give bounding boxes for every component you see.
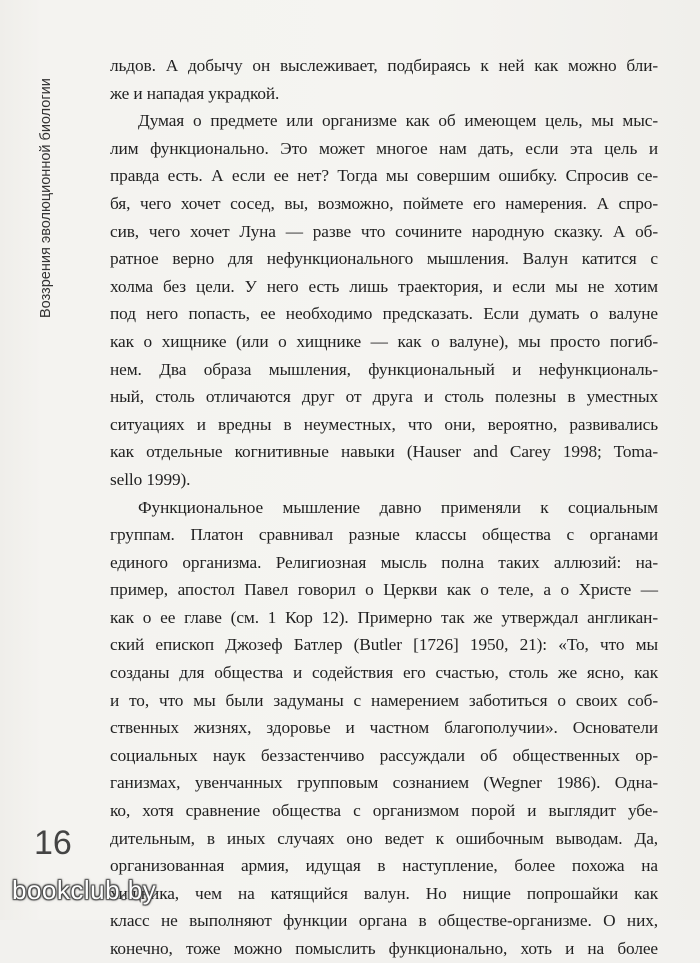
text-line: ский епископ Джозеф Батлер (Butler [1726] 1950, 21): «То, что мы [110,635,658,655]
text-line: Думая о предмете или организме как об имеющем цель, мы мыс- [138,111,658,131]
page-number: 16 [34,824,72,862]
text-line: как о хищнике (или о хищнике — как о валуне), мы просто погиб- [110,331,658,351]
text-line: ко, хотя сравнение общества с организмом порой и выглядит убе- [110,801,658,821]
text-line: как отдельные когнитивные навыки (Hauser and Carey 1998; Toma- [110,442,658,462]
text-line: ганизмах, увенчанных групповым сознанием (Wegner 1986). Одна- [110,773,658,793]
text-line: правда есть. А если ее нет? Тогда мы совершим ошибку. Спросив се- [110,166,658,186]
text-line: ственных жизнях, здоровье и частном благополучии». Основатели [110,718,658,738]
text-line: класс не выполняют функции органа в обществе-организме. О них, [110,911,658,931]
text-line: созданы для общества и содействия его счастью, столь же ясно, как [110,663,658,683]
text-line: хищника, чем на катящийся валун. Но нищие попрошайки как [110,883,658,903]
text-line: льдов. А добычу он выслеживает, подбираясь к ней как можно бли- [110,56,658,75]
text-line: конечно, тоже можно помыслить функционально, хоть и на более [110,939,658,958]
text-line: как о ее главе (см. 1 Кор 12). Примерно так же утверждал англикан- [110,607,658,627]
text-line: единого организма. Религиозная мысль полна таких аллюзий: на- [110,552,658,572]
text-line: группам. Платон сравнивал разные классы общества с органами [110,525,658,545]
text-line: нем. Два образа мышления, функциональный и нефункциональ- [110,359,658,379]
text-line: лим функционально. Это может многое нам дать, если эта цель и [110,138,658,158]
text-line: под него попасть, ее необходимо предсказать. Если думать о валуне [110,304,658,324]
text-line: же и нападая украдкой. [110,83,280,103]
text-line: Функциональное мышление давно применяли к социальным [138,497,658,517]
text-line: sello 1999). [110,469,191,489]
text-line: пример, апостол Павел говорил о Церкви как о теле, а о Христе — [110,580,658,600]
text-line: и то, что мы были задуманы с намерением заботиться о своих соб- [110,690,658,710]
text-line: холма без цели. У него есть лишь траектория, и если мы не хотим [110,276,658,296]
body-text [110,52,658,963]
text-line: социальных наук беззастенчиво рассуждали об общественных ор- [110,745,658,765]
text-line: сив, чего хочет Луна — разве что сочините народную сказку. А об- [110,221,658,241]
text-line: ный, столь отличаются друг от друга и столь полезны в уместных [110,387,658,407]
text-line: дительным, в иных случаях оно ведет к ошибочным выводам. Да, [110,828,658,848]
running-head: Воззрения эволюционной биологии [38,78,54,318]
text-line: ратное верно для нефункционального мышления. Валун катится с [110,249,658,269]
text-line: организованная армия, идущая в наступление, более похожа на [110,856,658,876]
watermark-logo: bookclub.by [12,875,157,905]
text-line: ситуациях и вредны в неуместных, что они, вероятно, развивались [110,414,658,434]
text-line: бя, чего хочет сосед, вы, возможно, поймете его намерения. А спро- [110,193,658,213]
